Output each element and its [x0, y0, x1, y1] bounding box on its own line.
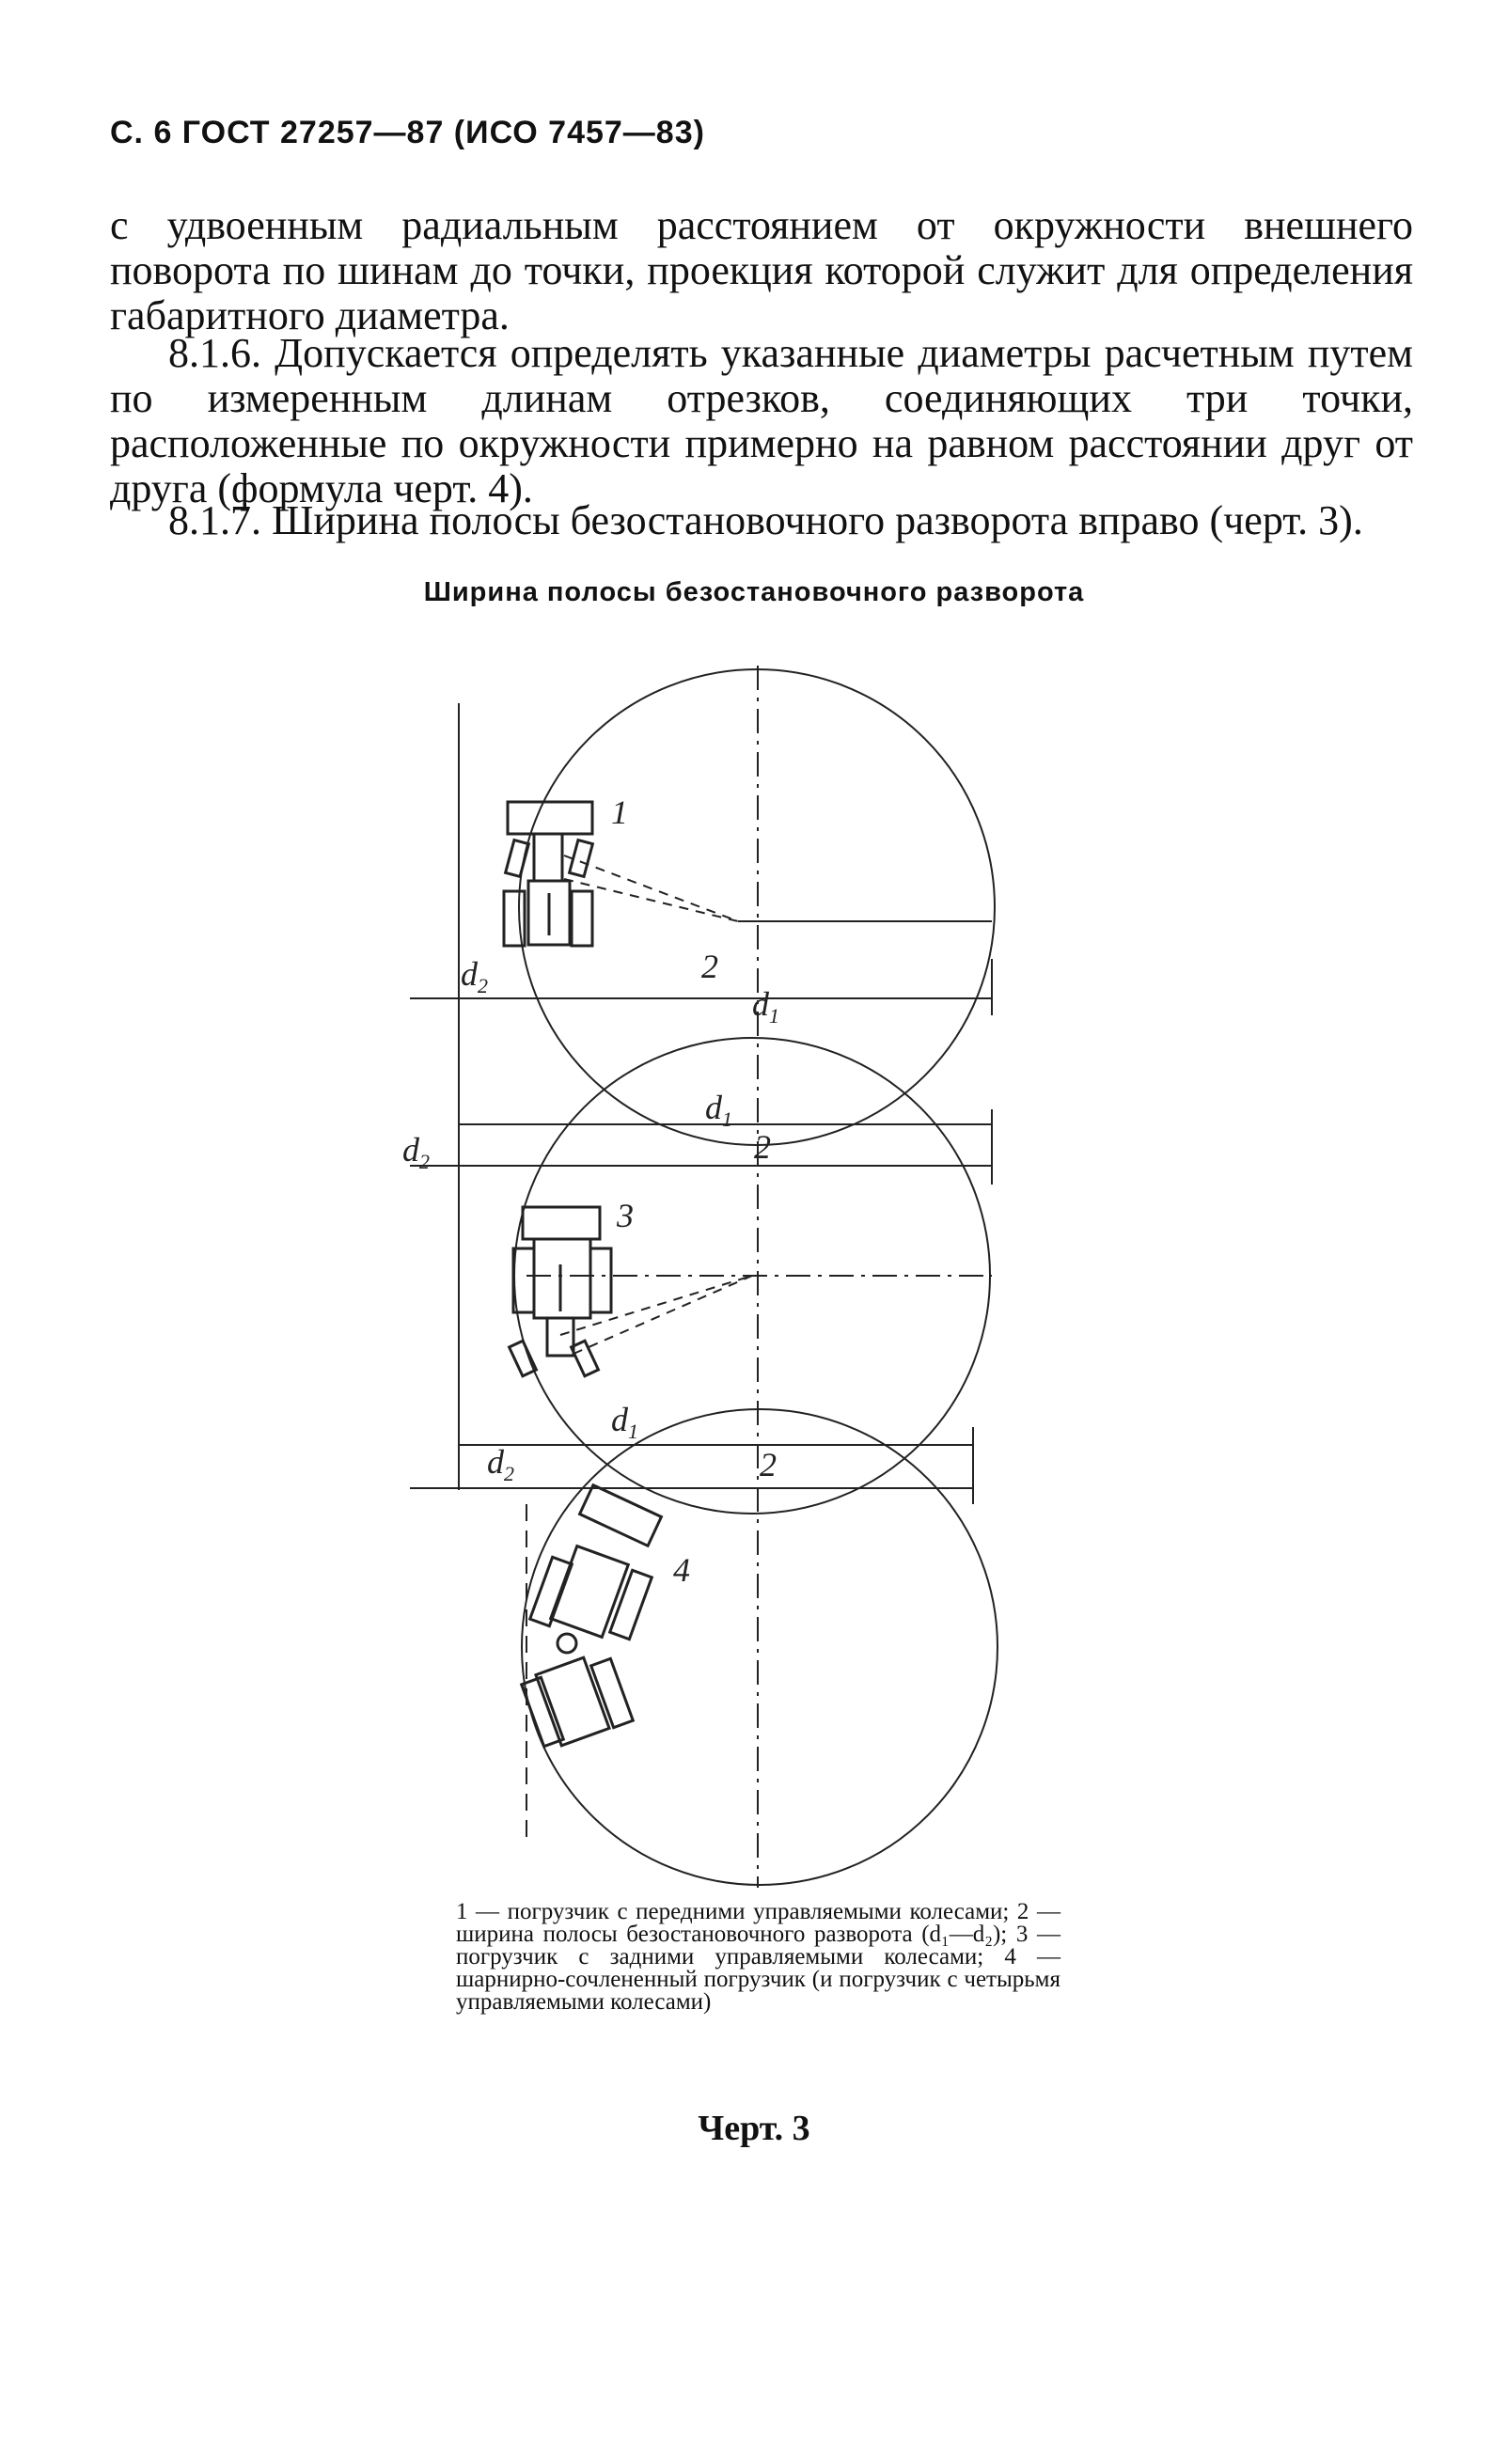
- svg-text:1: 1: [722, 1107, 732, 1131]
- svg-text:d: d: [752, 985, 769, 1023]
- svg-text:1: 1: [769, 1004, 779, 1028]
- svg-text:d: d: [611, 1401, 628, 1438]
- svg-text:2: 2: [478, 974, 488, 997]
- label-2-bottom: 2: [760, 1446, 777, 1483]
- label-4: 4: [673, 1551, 690, 1589]
- loader-4-icon: [522, 1485, 662, 1747]
- label-d1-mid: [705, 1089, 732, 1131]
- svg-text:2: 2: [419, 1150, 430, 1173]
- label-d1-bottom: [611, 1401, 638, 1443]
- svg-text:d: d: [705, 1089, 722, 1126]
- svg-text:d: d: [487, 1443, 504, 1481]
- label-d2-top: [461, 955, 488, 997]
- paragraph-8-1-7: 8.1.7. Ширина полосы безостановочного разворота вправо (черт. 3).: [168, 497, 1363, 543]
- paragraph-8-1-6: 8.1.6. Допускается определять указанные диаметры расчетным путем по измеренным длинам отрезков, соединяющих три точки, расположенные по окружности примерно на равном расстоянии друг от друга (формула черт. 4).: [110, 330, 1413, 511]
- loader-1-icon: [504, 802, 592, 946]
- loader-3-icon: [510, 1207, 611, 1376]
- label-2-top: 2: [701, 948, 718, 985]
- svg-text:2: 2: [504, 1462, 514, 1485]
- svg-text:d: d: [402, 1131, 419, 1169]
- label-d2-bottom: [487, 1443, 514, 1485]
- label-3: 3: [617, 1197, 634, 1234]
- page-header: С. 6 ГОСТ 27257—87 (ИСО 7457—83): [110, 115, 705, 150]
- figure-legend: 1 — погрузчик с передними управляемыми колесами; 2 — ширина полосы безостановочного разворота (d₁—d₂); 3 — погрузчик с задними управляемыми колесами; 4 — шарнирно-сочлененный погрузчик (и погрузчик с четырьмя управляемыми колесами): [456, 1899, 1060, 2015]
- figure-caption: Черт. 3: [698, 2109, 810, 2148]
- figure-title: Ширина полосы безостановочного разворота: [423, 577, 1085, 607]
- paragraph-1: с удвоенным радиальным расстоянием от окружности внешнего поворота по шинам до точки, проекция которой служит для определения габаритного диаметра.: [110, 202, 1413, 338]
- label-d2-mid: [402, 1131, 430, 1173]
- label-1: 1: [611, 793, 628, 831]
- label-2-mid: 2: [754, 1128, 771, 1166]
- svg-text:1: 1: [628, 1420, 638, 1443]
- label-d1-top: [752, 985, 779, 1028]
- svg-text:d: d: [461, 955, 478, 993]
